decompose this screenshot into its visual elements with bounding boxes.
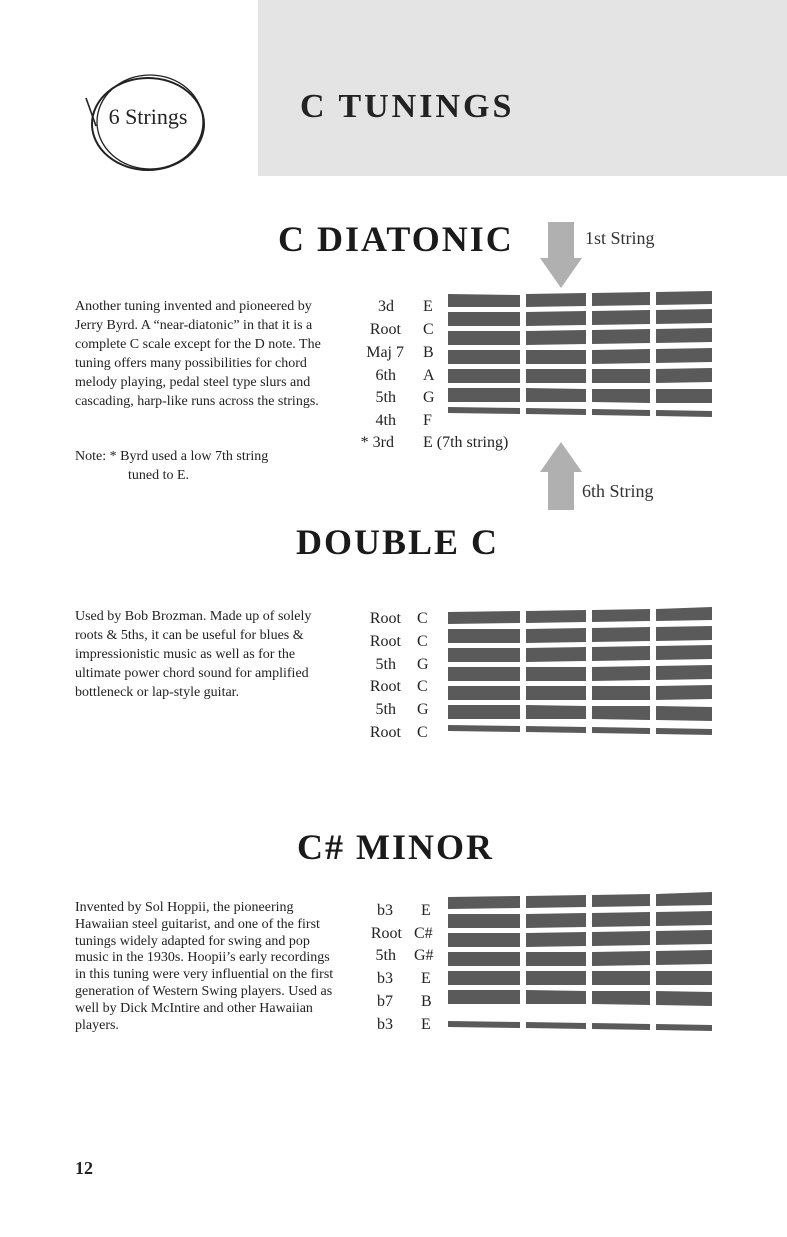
string-note: C — [417, 633, 428, 650]
arrow-up-icon — [540, 442, 582, 510]
string-note: G — [417, 656, 429, 673]
fretboard-diagram-double-c — [444, 603, 714, 763]
section-title-double-c: DOUBLE C — [296, 522, 500, 562]
arrow-label-6th-string: 6th String — [582, 481, 654, 501]
string-note: E (7th string) — [423, 434, 509, 451]
note-line-1: Note: * Byrd used a low 7th string — [75, 449, 269, 464]
string-note: C# — [414, 925, 433, 942]
string-degree: * 3rd — [360, 434, 394, 451]
string-degree: Root — [369, 724, 401, 741]
string-degree: b3 — [377, 1016, 393, 1033]
string-note: C — [423, 321, 434, 338]
string-note: C — [417, 610, 428, 627]
note-line-2: tuned to E. — [128, 468, 190, 483]
section-title-c-diatonic: C DIATONIC — [278, 219, 514, 259]
logo-label: 6 Strings — [108, 104, 188, 129]
string-note: G — [417, 701, 429, 718]
description-c-diatonic: Another tuning invented and pioneered by Jerry Byrd. A “near-diatonic” in that it is a complete C scale except for the D note. The tuning offers many possibilities for chord melody playing, pedal steel type slurs and cascading, harp-like runs across the strings. — [75, 299, 321, 409]
string-degree: b7 — [377, 993, 393, 1010]
page-number: 12 — [75, 1158, 93, 1178]
description-c-sharp-minor: Invented by Sol Hoppii, the pioneering Hawaiian steel guitarist, and one of the first tunings widely adapted for swing and pop music in the 1930s. Hoopii’s early recordings in this tuning were very influential on the first generation of Western Swing players. Used as well by Dick McIntire and other Hawaiian players. — [75, 900, 334, 1033]
string-note: A — [423, 367, 435, 384]
string-degree: Root — [369, 678, 401, 695]
string-degree: Root — [369, 610, 401, 627]
string-degree: 5th — [375, 701, 396, 718]
fretboard-diagram-c-sharp-minor — [444, 888, 714, 1048]
string-note: E — [421, 970, 431, 987]
string-note: E — [423, 298, 433, 315]
string-note: B — [421, 993, 432, 1010]
string-note: C — [417, 724, 428, 741]
arrow-label-1st-string: 1st String — [585, 228, 655, 248]
string-degree: 6th — [375, 367, 396, 384]
string-note: G# — [414, 947, 434, 964]
string-degree: 4th — [375, 412, 396, 429]
description-double-c: Used by Bob Brozman. Made up of solely roots & 5ths, it can be useful for blues & impressionistic music as well as for the ultimate power chord sound for amplified bottleneck or lap-style guitar. — [75, 609, 312, 700]
string-note: E — [421, 902, 431, 919]
section-title-c-sharp-minor: C# MINOR — [297, 827, 494, 867]
string-degree: b3 — [377, 970, 393, 987]
string-note: B — [423, 344, 434, 361]
string-note: E — [421, 1016, 431, 1033]
string-degree: 5th — [375, 656, 396, 673]
string-degree: 5th — [375, 947, 396, 964]
string-note: G — [423, 389, 435, 406]
arrow-down-icon — [540, 222, 582, 290]
string-degree: Root — [370, 925, 402, 942]
string-note: C — [417, 678, 428, 695]
string-degree: 3d — [378, 298, 394, 315]
string-degree: Maj 7 — [366, 344, 404, 361]
chapter-title: C TUNINGS — [300, 88, 515, 125]
fretboard-diagram-c-diatonic — [444, 290, 714, 450]
string-degree: Root — [369, 633, 401, 650]
string-note: F — [423, 412, 432, 429]
string-degree: b3 — [377, 902, 393, 919]
string-degree: Root — [369, 321, 401, 338]
string-degree: 5th — [375, 389, 396, 406]
